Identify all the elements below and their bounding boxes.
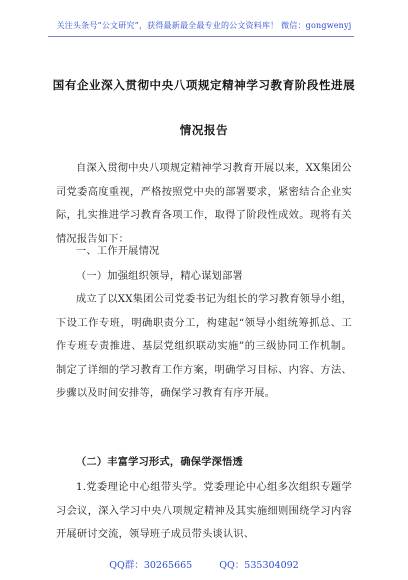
document-title: 国有企业深入贯彻中央八项规定精神学习教育阶段性进展 [52,78,356,92]
subsection-heading: （一）加强组织领导，精心谋划部署 [76,271,243,282]
subsection-heading: （二）丰富学习形式，确保学深悟透 [76,456,243,468]
header-banner: 关注头条号“公文研究”，获得最新最全最专业的公文资料库！ 微信：gongwenyj [56,21,352,30]
document-subtitle: 情况报告 [179,123,229,137]
qq-number: QQ：535304092 [219,560,299,571]
section-heading: 一、工作开展情况 [76,246,160,257]
body-paragraph: 1.党委理论中心组带头学。党委理论中心组多次组织专题学习会议，深入学习中央八项规定精神及其实施细则围绕学习内容开展研讨交流，领导班子成员带头谈认识、 [56,482,352,540]
body-paragraph: 成立了以XX集团公司党委书记为组长的学习教育领导小组，下设工作专班，明确职责分工，构建起“领导小组统筹抓总、工作专班专责推进、基层党组织联动实施”的三级协同工作机制。制定了详细的学习教育工作方案，明确学习目标、内容、方法、步骤以及时间安排等，确保学习教育有序开展。 [56,294,352,399]
footer-contact [0,557,408,571]
qq-group-number: QQ群：30265665 [109,560,193,571]
intro-paragraph: 自深入贯彻中央八项规定精神学习教育开展以来，XX集团公司党委高度重视，严格按照党中央的部署要求，紧密结合企业实际，扎实推进学习教育各项工作，取得了阶段性成效。现将有关情况报告如下： [56,163,352,245]
header-divider [48,36,354,37]
